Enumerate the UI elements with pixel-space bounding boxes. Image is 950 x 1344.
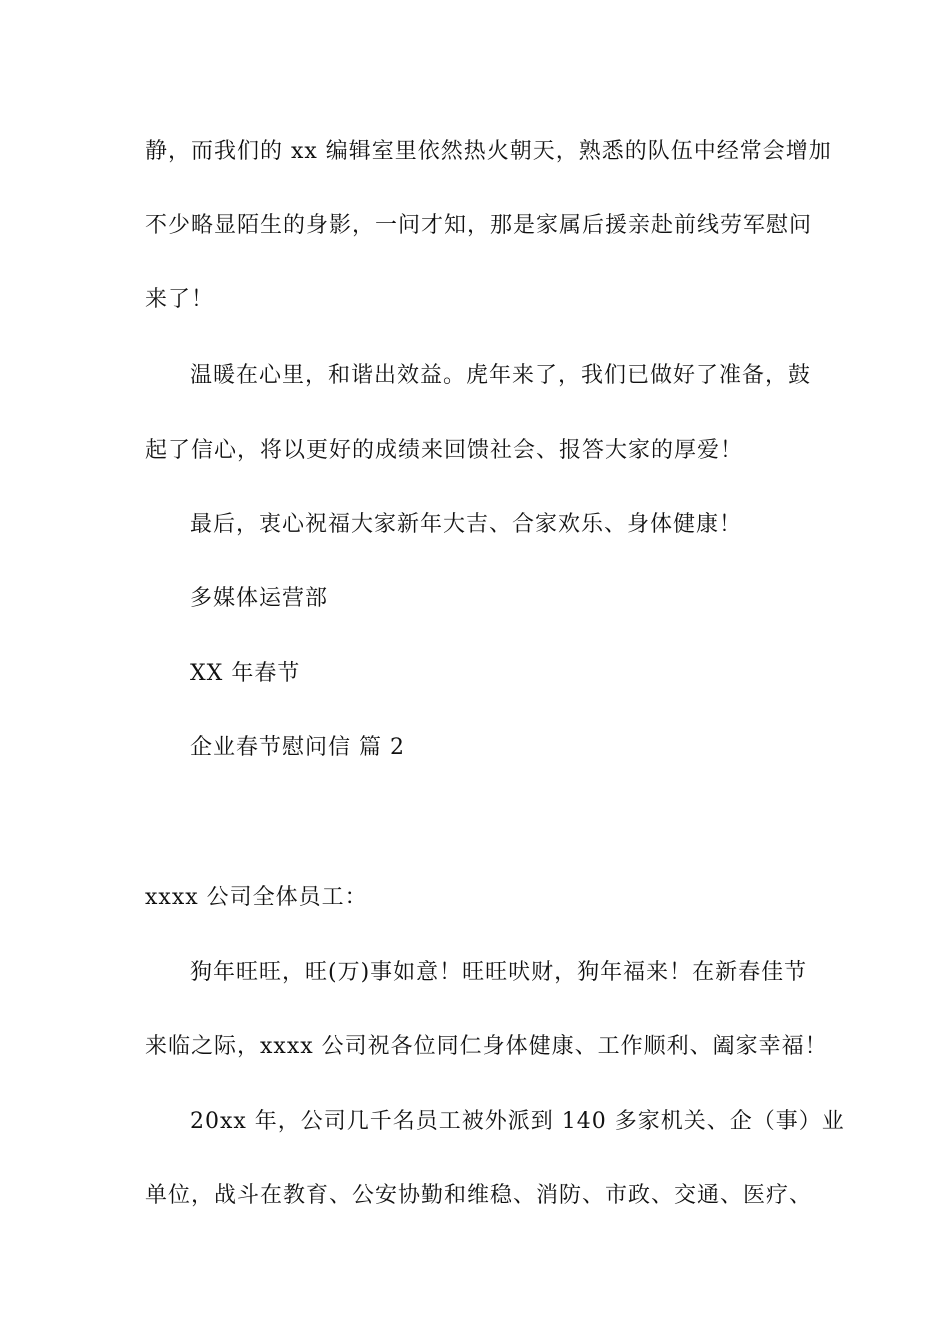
- paragraph-line-5: 起了信心，将以更好的成绩来回馈社会、报答大家的厚爱！: [145, 438, 744, 463]
- paragraph-line-6: 狗年旺旺，旺(万)事如意！旺旺吠财，狗年福来！在新春佳节: [190, 960, 808, 985]
- paragraph-line-8: 20xx 年，公司几千名员工被外派到 140 多家机关、企（事）业: [190, 1109, 845, 1134]
- section-title: 企业春节慰问信 篇 2: [190, 735, 405, 760]
- paragraph-line-2: 不少略显陌生的身影，一问才知，那是家属后援亲赴前线劳军慰问: [145, 213, 813, 238]
- paragraph-line-4: 温暖在心里，和谐出效益。虎年来了，我们已做好了准备，鼓: [190, 363, 812, 388]
- paragraph-line-7: 来临之际，xxxx 公司祝各位同仁身体健康、工作顺利、阖家幸福！: [145, 1034, 828, 1059]
- signature-date: XX 年春节: [190, 661, 301, 686]
- signature-department: 多媒体运营部: [190, 586, 329, 611]
- paragraph-line-1: 静，而我们的 xx 编辑室里依然热火朝天，熟悉的队伍中经常会增加: [145, 139, 832, 164]
- closing-wish: 最后，衷心祝福大家新年大吉、合家欢乐、身体健康！: [190, 512, 743, 537]
- salutation: xxxx 公司全体员工：: [145, 885, 368, 910]
- paragraph-line-9: 单位，战斗在教育、公安协勤和维稳、消防、市政、交通、医疗、: [145, 1183, 813, 1208]
- paragraph-line-3: 来了！: [145, 287, 215, 312]
